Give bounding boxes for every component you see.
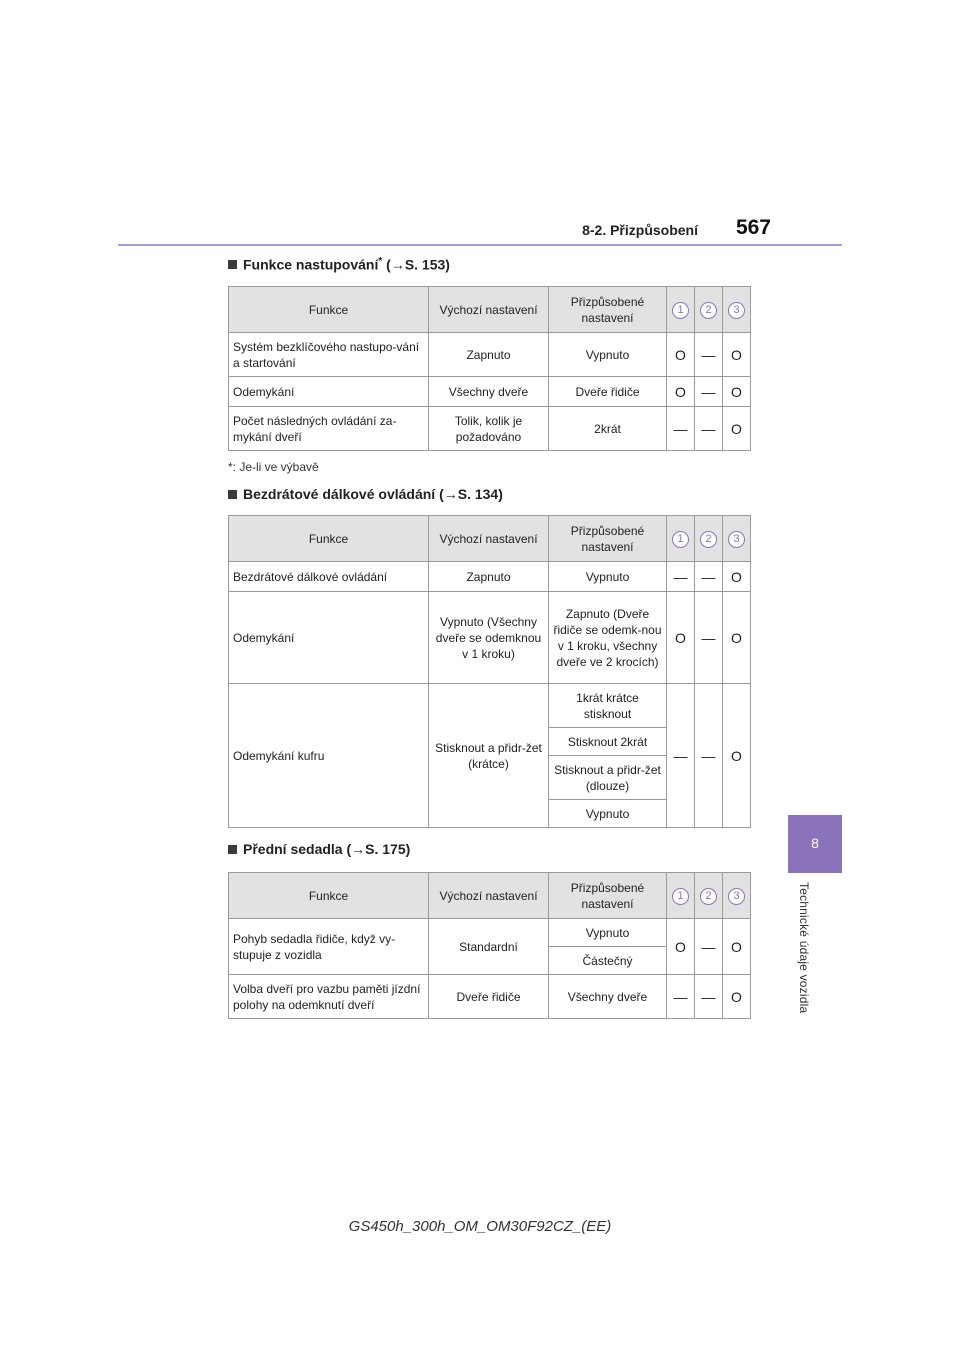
table-header-row: [229, 516, 751, 562]
cell-mark-1: —: [667, 562, 695, 592]
table-header-row: [229, 873, 751, 919]
header-funkce: Funkce: [229, 873, 429, 919]
cell-funkce: Systém bezklíčového nastupo-vání a startování: [229, 333, 429, 377]
number-2-icon: 2: [700, 888, 717, 905]
cell-option: Stisknout 2krát: [549, 728, 667, 756]
cell-mark-1: O: [667, 333, 695, 377]
section-title-text: Bezdrátové dálkové ovládání (→S. 134): [243, 486, 503, 502]
cell-mark-2: —: [695, 333, 723, 377]
header-col-3: [723, 516, 751, 562]
cell-funkce: Bezdrátové dálkové ovládání: [229, 562, 429, 592]
chapter-number: 8: [811, 835, 819, 851]
square-bullet-icon: [228, 260, 237, 269]
header-col-2: [695, 873, 723, 919]
section-heading-front-seats: [228, 841, 410, 857]
cell-funkce: Odemykání kufru: [229, 684, 429, 828]
cell-vychozi: Standardní: [429, 919, 549, 975]
cell-vychozi: Tolik, kolik je požadováno: [429, 407, 549, 451]
cell-prizpusobene: 2krát: [549, 407, 667, 451]
table-row: [229, 684, 751, 728]
chapter-tab: [788, 815, 842, 873]
footnote: *: Je-li ve výbavě: [228, 460, 319, 474]
section-title-text: Funkce nastupování* (→S. 153): [243, 256, 450, 273]
header-vychozi: Výchozí nastavení: [429, 287, 549, 333]
cell-mark-3: O: [723, 919, 751, 975]
cell-mark-3: O: [723, 684, 751, 828]
cell-mark-2: —: [695, 684, 723, 828]
square-bullet-icon: [228, 845, 237, 854]
header-funkce: Funkce: [229, 516, 429, 562]
header-prizpusobene: Přizpůsobené nastavení: [549, 873, 667, 919]
cell-option: Částečný: [549, 947, 667, 975]
number-3-icon: 3: [728, 888, 745, 905]
cell-option: Stisknout a přidr-žet (dlouze): [549, 756, 667, 800]
number-1-icon: 1: [672, 302, 689, 319]
cell-option: Vypnuto: [549, 919, 667, 947]
cell-mark-3: O: [723, 377, 751, 407]
header-vychozi: Výchozí nastavení: [429, 873, 549, 919]
header-funkce: Funkce: [229, 287, 429, 333]
cell-mark-3: O: [723, 562, 751, 592]
chapter-label-wrap: [797, 882, 837, 1042]
cell-option: Vypnuto: [549, 800, 667, 828]
table-entry-function: [228, 286, 751, 451]
square-bullet-icon: [228, 490, 237, 499]
header-prizpusobene: Přizpůsobené nastavení: [549, 516, 667, 562]
table-row: [229, 592, 751, 684]
cell-vychozi: Vypnuto (Všechny dveře se odemknou v 1 kroku): [429, 592, 549, 684]
cell-option: 1krát krátce stisknout: [549, 684, 667, 728]
cell-mark-3: O: [723, 592, 751, 684]
cell-prizpusobene: Dveře řidiče: [549, 377, 667, 407]
table-row: [229, 333, 751, 377]
section-title-text: Přední sedadla (→S. 175): [243, 841, 411, 857]
number-3-icon: 3: [728, 302, 745, 319]
cell-mark-1: O: [667, 592, 695, 684]
header-col-2: [695, 287, 723, 333]
cell-mark-3: O: [723, 975, 751, 1019]
number-2-icon: 2: [700, 302, 717, 319]
document-code: GS450h_300h_OM_OM30F92CZ_(EE): [348, 1218, 612, 1235]
cell-funkce: Odemykání: [229, 377, 429, 407]
cell-funkce: Volba dveří pro vazbu paměti jízdní polohy na odemknutí dveří: [229, 975, 429, 1019]
cell-funkce: Počet následných ovládání za-mykání dveří: [229, 407, 429, 451]
cell-mark-1: O: [667, 377, 695, 407]
header-col-3: [723, 873, 751, 919]
table-row: [229, 919, 751, 947]
cell-mark-2: —: [695, 592, 723, 684]
cell-mark-1: —: [667, 407, 695, 451]
table-remote: [228, 515, 751, 828]
cell-vychozi: Dveře řidiče: [429, 975, 549, 1019]
table-row: [229, 975, 751, 1019]
section-heading-remote: [228, 486, 503, 502]
cell-prizpusobene: Všechny dveře: [549, 975, 667, 1019]
cell-funkce: Pohyb sedadla řidiče, když vy-stupuje z vozidla: [229, 919, 429, 975]
table-row: [229, 562, 751, 592]
table-header-row: [229, 287, 751, 333]
cell-mark-3: O: [723, 333, 751, 377]
header-col-1: [667, 287, 695, 333]
cell-mark-2: —: [695, 377, 723, 407]
cell-mark-1: —: [667, 684, 695, 828]
cell-mark-3: O: [723, 407, 751, 451]
number-1-icon: 1: [672, 531, 689, 548]
table-front-seats: [228, 872, 751, 1019]
header-vychozi: Výchozí nastavení: [429, 516, 549, 562]
page-number: 567: [735, 216, 771, 239]
cell-prizpusobene: Vypnuto: [549, 333, 667, 377]
cell-vychozi: Zapnuto: [429, 333, 549, 377]
cell-vychozi: Stisknout a přidr-žet (krátce): [429, 684, 549, 828]
header-col-3: [723, 287, 751, 333]
cell-mark-1: —: [667, 975, 695, 1019]
table-row: [229, 377, 751, 407]
header-col-1: [667, 516, 695, 562]
number-2-icon: 2: [700, 531, 717, 548]
cell-mark-2: —: [695, 562, 723, 592]
table-row: [229, 407, 751, 451]
cell-vychozi: Zapnuto: [429, 562, 549, 592]
section-title: 8-2. Přizpůsobení: [582, 222, 698, 238]
cell-mark-2: —: [695, 407, 723, 451]
cell-vychozi: Všechny dveře: [429, 377, 549, 407]
header-rule: [118, 244, 842, 246]
header-col-2: [695, 516, 723, 562]
header-col-1: [667, 873, 695, 919]
cell-prizpusobene: Vypnuto: [549, 562, 667, 592]
cell-mark-2: —: [695, 919, 723, 975]
section-heading-entry-function: [228, 256, 450, 273]
header-prizpusobene: Přizpůsobené nastavení: [549, 287, 667, 333]
number-3-icon: 3: [728, 531, 745, 548]
number-1-icon: 1: [672, 888, 689, 905]
cell-mark-1: O: [667, 919, 695, 975]
cell-mark-2: —: [695, 975, 723, 1019]
cell-prizpusobene: Zapnuto (Dveře řidiče se odemk-nou v 1 kroku, všechny dveře ve 2 krocích): [549, 592, 667, 684]
cell-funkce: Odemykání: [229, 592, 429, 684]
chapter-label: Technické údaje vozidla: [797, 882, 811, 1014]
